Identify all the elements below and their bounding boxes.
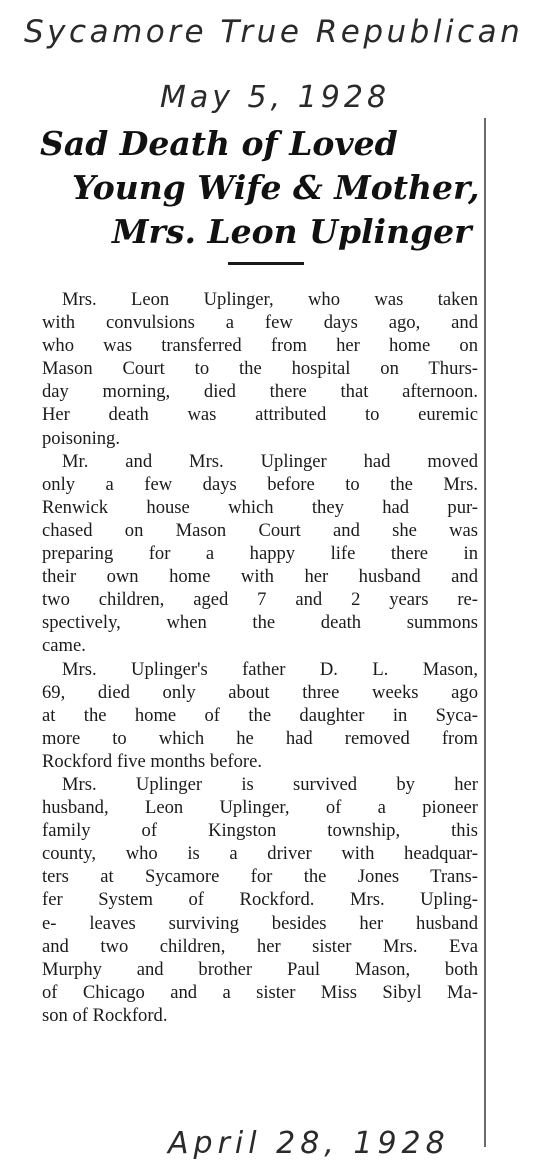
headline-line-1: Sad Death of Loved xyxy=(40,124,398,163)
column-rule xyxy=(484,118,486,1147)
article-line: of Chicago and a sister Miss Sibyl Ma- xyxy=(42,981,478,1003)
article-line: Mrs. Uplinger is survived by her xyxy=(62,773,478,795)
article-line: husband, Leon Uplinger, of a pioneer xyxy=(42,797,478,819)
article-line: Murphy and brother Paul Mason, both xyxy=(42,958,478,980)
article-line: county, who is a driver with headquar- xyxy=(42,843,478,865)
headline-line-3: Mrs. Leon Uplinger xyxy=(112,212,472,251)
article-line: spectively, when the death summons xyxy=(42,612,478,634)
article-line: day morning, died there that afternoon. xyxy=(42,381,478,403)
article-line: Mrs. Uplinger's father D. L. Mason, xyxy=(62,658,478,680)
article-line: Mason Court to the hospital on Thurs- xyxy=(42,358,478,380)
article-line: Her death was attributed to euremic xyxy=(42,404,478,426)
article-line: with convulsions a few days ago, and xyxy=(42,312,478,334)
article-line: at the home of the daughter in Syca- xyxy=(42,704,478,726)
article-line: Renwick house which they had pur- xyxy=(42,496,478,518)
article-line: only a few days before to the Mrs. xyxy=(42,473,478,495)
headline-line-2: Young Wife & Mother, xyxy=(72,168,480,207)
handwritten-newspaper-name: Sycamore True Republican xyxy=(24,14,524,50)
article-line: 69, died only about three weeks ago xyxy=(42,681,478,703)
article-line: came. xyxy=(42,635,86,657)
article-line: ters at Sycamore for the Jones Trans- xyxy=(42,866,478,888)
article-line: and two children, her sister Mrs. Eva xyxy=(42,935,478,957)
headline-divider xyxy=(228,262,304,265)
article-body xyxy=(42,288,478,1027)
article-line: Rockford five months before. xyxy=(42,750,262,772)
article-line: Mr. and Mrs. Uplinger had moved xyxy=(62,450,478,472)
article-line: preparing for a happy life there in xyxy=(42,543,478,565)
article-line: who was transferred from her home on xyxy=(42,335,478,357)
article-line: son of Rockford. xyxy=(42,1004,168,1026)
article-line: Mrs. Leon Uplinger, who was taken xyxy=(62,289,478,310)
article-line: e- leaves surviving besides her husband xyxy=(42,912,478,934)
headline xyxy=(40,122,490,254)
article-line: their own home with her husband and xyxy=(42,566,478,588)
article-line: two children, aged 7 and 2 years re- xyxy=(42,589,478,611)
handwritten-date: May 5, 1928 xyxy=(160,80,391,115)
article-line: more to which he had removed from xyxy=(42,727,478,749)
handwritten-bottom-note: April 28, 1928 xyxy=(168,1126,450,1161)
article-line: chased on Mason Court and she was xyxy=(42,519,478,541)
article-line: family of Kingston township, this xyxy=(42,820,478,842)
article-line: poisoning. xyxy=(42,427,120,449)
article-line: fer System of Rockford. Mrs. Upling- xyxy=(42,889,478,911)
